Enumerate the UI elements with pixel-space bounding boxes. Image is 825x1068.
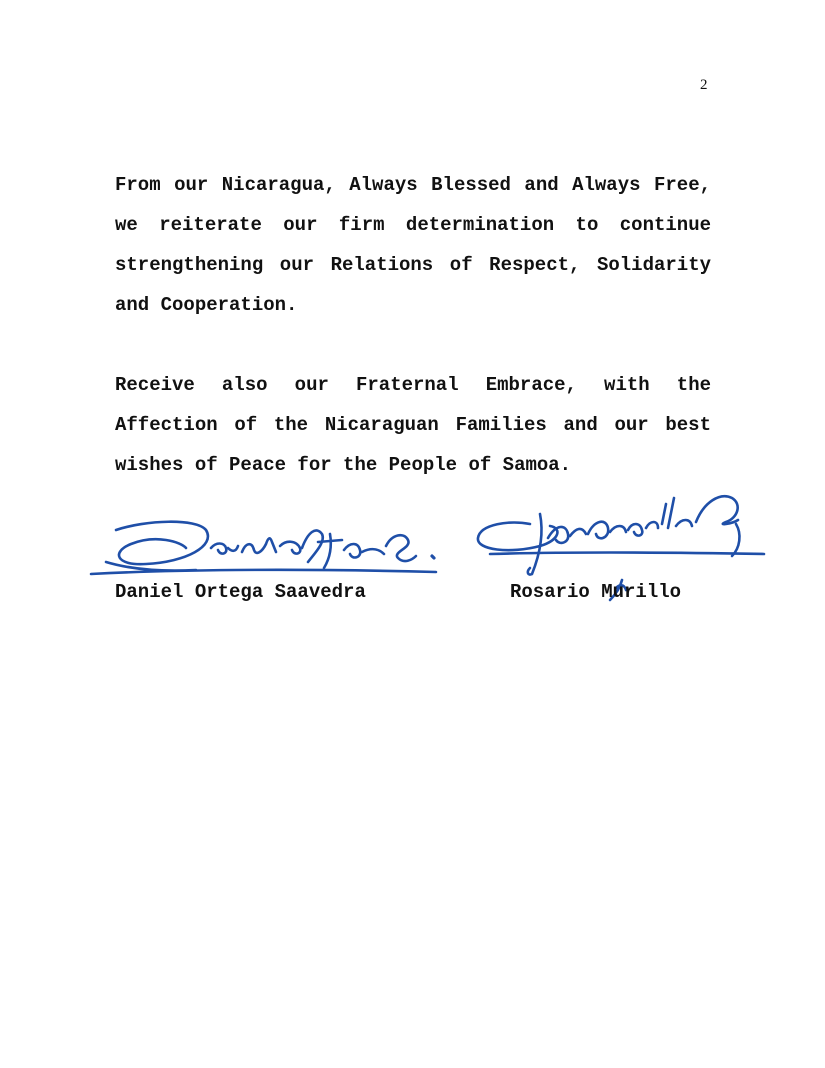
signatory-name-ortega: Daniel Ortega Saavedra <box>115 581 366 603</box>
paragraph-2: Receive also our Fraternal Embrace, with the Affection of the Nicaraguan Families and our best wishes of Peace for the People of Samoa. <box>115 374 711 476</box>
signatory-name-murillo: Rosario Murillo <box>510 581 682 603</box>
signature-ortega <box>86 512 446 586</box>
page-number: 2 <box>700 77 708 93</box>
paragraph-1: From our Nicaragua, Always Blessed and Always Free, we reiterate our firm determination to continue strengthening our Relations of Respect, Solidarity and Cooperation. <box>115 174 711 316</box>
